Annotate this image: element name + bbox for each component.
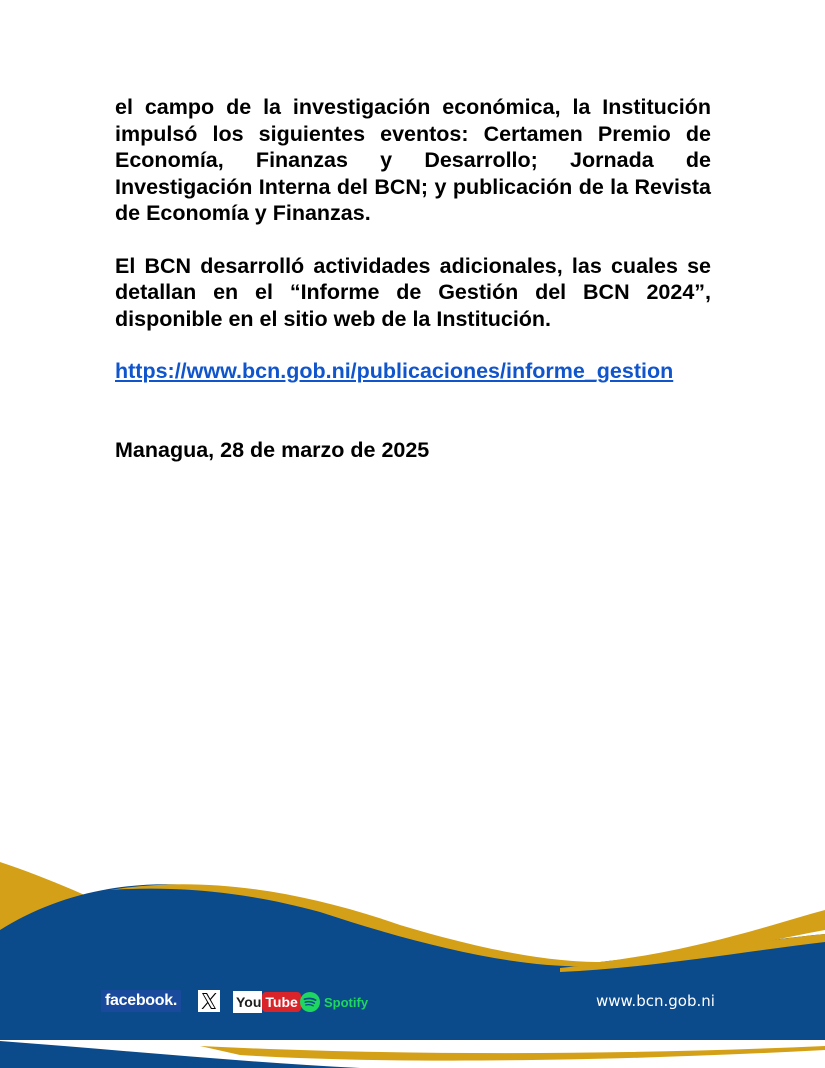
date-line: Managua, 28 de marzo de 2025 xyxy=(115,437,430,462)
spotify-logo[interactable] xyxy=(300,990,368,1014)
youtube-you-text: You xyxy=(233,991,262,1013)
spotify-icon xyxy=(300,992,320,1012)
spotify-label: Spotify xyxy=(324,994,369,1010)
footer-wave-decoration xyxy=(0,850,825,1068)
website-url[interactable]: www.bcn.gob.ni xyxy=(596,992,715,1010)
paragraph-investigacion: el campo de la investigación económica, la Institución impulsó los siguientes eventos: Certamen Premio de Economía, Finanzas y Desarrollo; Jornada de Investigación Interna del BCN; y publicación de la Revista de Economía y Finanzas. xyxy=(115,95,711,225)
x-logo-icon[interactable] xyxy=(198,990,220,1012)
facebook-logo[interactable]: facebook. xyxy=(101,990,181,1012)
link-line xyxy=(115,358,711,385)
youtube-tube-text: Tube xyxy=(262,992,300,1012)
youtube-logo[interactable] xyxy=(233,990,301,1014)
paragraph-actividades: El BCN desarrolló actividades adicionales, las cuales se detallan en el “Informe de Gestión del BCN 2024”, disponible en el sitio web de la Institución. xyxy=(115,253,711,331)
document-body xyxy=(115,94,711,463)
informe-gestion-link[interactable]: https://www.bcn.gob.ni/publicaciones/informe_gestion xyxy=(115,359,674,383)
